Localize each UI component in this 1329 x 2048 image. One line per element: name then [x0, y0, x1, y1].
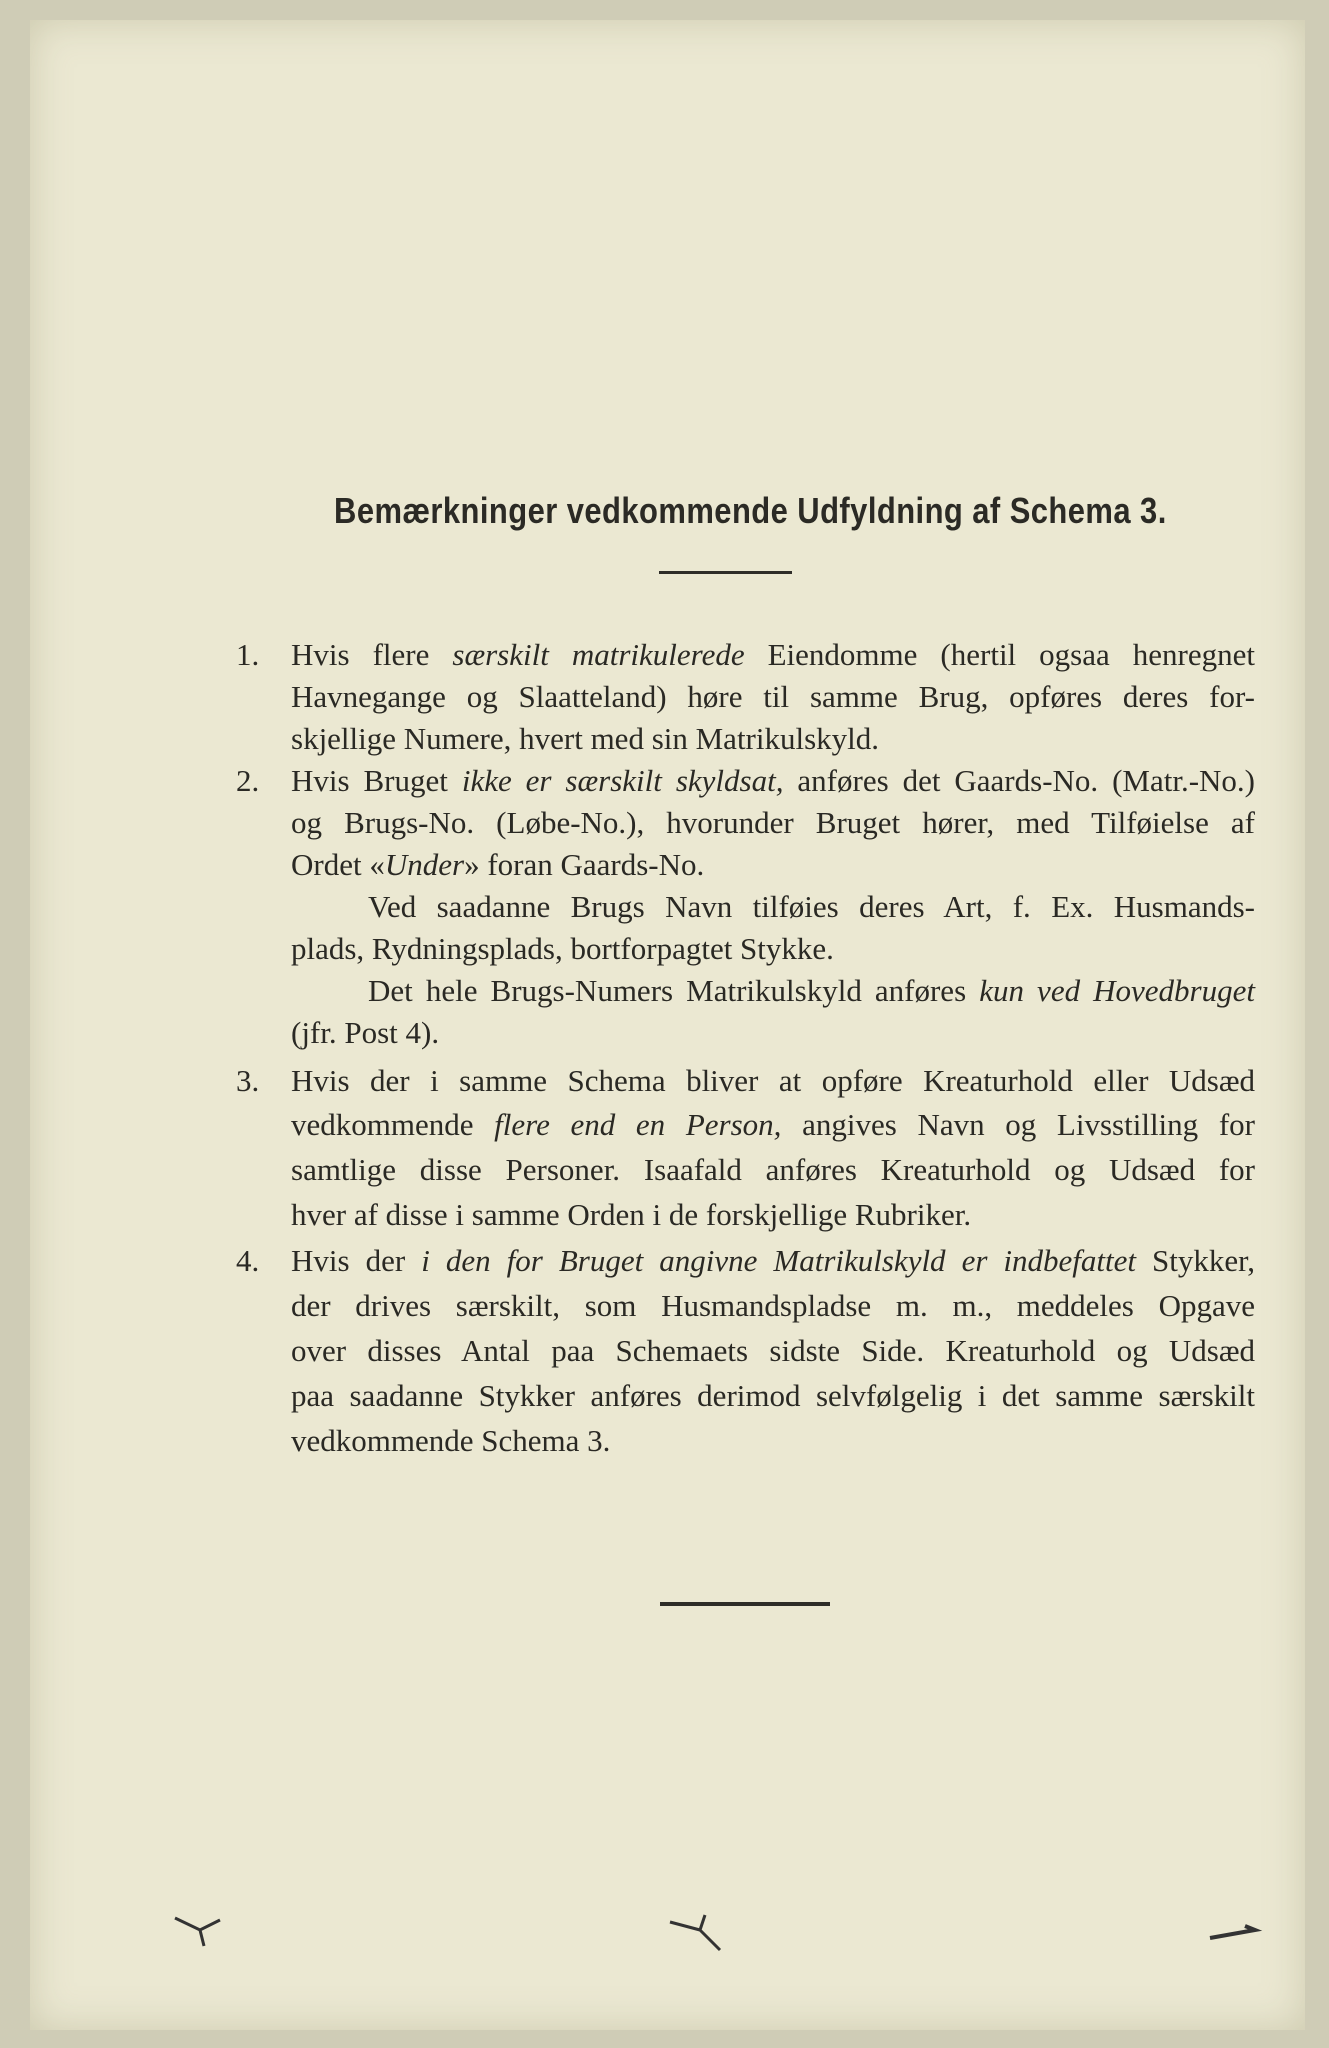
text-segment: Ved saadanne Brugs Navn tilføies deres Art, f. Ex. Husmands-: [368, 889, 1255, 924]
text-segment: over disses Antal paa Schemaets sidste Side. Kreaturhold og Udsæd: [291, 1333, 1255, 1368]
text-line: [291, 1064, 1255, 1098]
divider-top: [659, 571, 792, 574]
italic-text: særskilt matrikulerede: [452, 637, 745, 672]
item-number: 4.: [236, 1243, 260, 1278]
text-line: [291, 1198, 1255, 1232]
text-segment: » foran Gaards-No.: [464, 847, 705, 882]
text-segment: anføres det Gaards-No. (Matr.-No.): [783, 763, 1255, 798]
text-line: [291, 1108, 1255, 1142]
text-segment: vedkommende: [291, 1107, 495, 1142]
text-segment: skjellige Numere, hvert med sin Matrikulskyld.: [291, 721, 880, 756]
item-number: 1.: [236, 637, 260, 672]
text-line: [291, 1424, 1255, 1458]
item-number: 3.: [236, 1063, 260, 1098]
italic-text: kun ved Hovedbruget: [979, 973, 1255, 1008]
divider-bottom: [660, 1602, 830, 1606]
text-segment: vedkommende Schema 3.: [291, 1423, 611, 1458]
text-segment: Hvis der: [291, 1243, 422, 1278]
text-segment: Havnegange og Slaatteland) høre til samme Brug, opføres deres for-: [291, 679, 1255, 714]
text-segment: samtlige disse Personer. Isaafald anføres Kreaturhold og Udsæd for: [291, 1152, 1255, 1187]
text-line: [291, 1379, 1255, 1413]
text-line: [291, 680, 1255, 714]
text-segment: hver af disse i samme Orden i de forskjellige Rubriker.: [291, 1197, 972, 1232]
registration-mark-left: [170, 1910, 230, 1950]
text-line: [291, 1016, 1255, 1050]
text-segment: og Brugs-No. (Løbe-No.), hvorunder Bruget hører, med Tilføielse af: [291, 805, 1255, 840]
registration-mark-center: [665, 1910, 725, 1960]
text-segment: Eiendomme (hertil ogsaa henregnet: [744, 637, 1255, 672]
text-line: [291, 638, 1255, 672]
text-segment: Ordet «: [291, 847, 385, 882]
text-segment: paa saadanne Stykker anføres derimod selvfølgelig i det samme særskilt: [291, 1378, 1255, 1413]
text-segment: Hvis Bruget: [291, 763, 462, 798]
italic-text: flere end en Person,: [494, 1107, 782, 1142]
text-line: [291, 932, 1255, 966]
text-line: [291, 1289, 1255, 1323]
text-segment: angives Navn og Livsstilling for: [781, 1107, 1255, 1142]
text-line: [291, 1334, 1255, 1368]
text-line: [291, 1153, 1255, 1187]
text-line: [291, 722, 1255, 756]
document-page: [30, 20, 1305, 2030]
text-line: [368, 890, 1255, 924]
text-segment: Hvis flere: [291, 637, 453, 672]
italic-text: ikke er særskilt skyldsat,: [461, 763, 784, 798]
italic-text: i den for Bruget angivne Matrikulskyld er indbefattet: [421, 1243, 1137, 1278]
text-line: [291, 806, 1255, 840]
registration-mark-right: [1205, 1920, 1265, 1950]
page-title: Bemærkninger vedkommende Udfyldning af Schema 3.: [334, 490, 1167, 531]
text-line: [291, 848, 1255, 882]
text-segment: (jfr. Post 4).: [291, 1015, 440, 1050]
text-line: [291, 1244, 1255, 1278]
item-number: 2.: [236, 763, 260, 798]
text-line: [291, 764, 1255, 798]
text-line: [368, 974, 1255, 1008]
text-segment: der drives særskilt, som Husmandspladse m. m., meddeles Opgave: [291, 1288, 1255, 1323]
text-segment: Stykker,: [1136, 1243, 1256, 1278]
italic-text: Under: [384, 847, 465, 882]
text-segment: Det hele Brugs-Numers Matrikulskyld anføres: [368, 973, 980, 1008]
text-segment: plads, Rydningsplads, bortforpagtet Stykke.: [291, 931, 834, 966]
text-segment: Hvis der i samme Schema bliver at opføre Kreaturhold eller Udsæd: [291, 1063, 1255, 1098]
